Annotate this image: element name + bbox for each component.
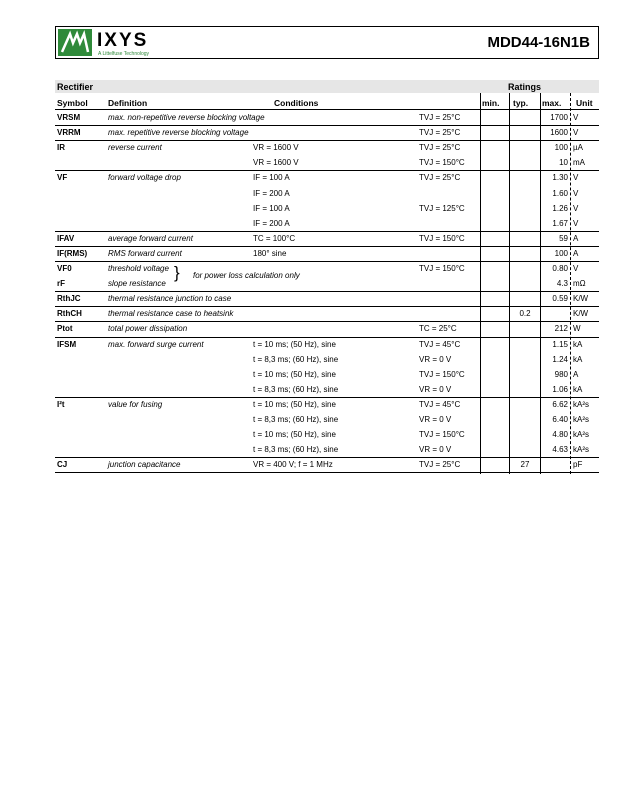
row-definition: reverse current: [108, 143, 162, 153]
part-number: MDD44-16N1B: [487, 34, 590, 51]
row-symbol: IFAV: [57, 233, 75, 243]
row-definition: value for fusing: [108, 399, 163, 409]
ixys-logo-icon: [58, 29, 92, 56]
ratings-label: Ratings: [508, 82, 542, 92]
condition-primary: t = 10 ms; (50 Hz), sine: [253, 430, 336, 440]
condition-secondary: TVJ = 150°C: [419, 158, 465, 168]
max-value: 6.40: [552, 415, 568, 424]
row-symbol: rF: [57, 279, 65, 289]
col-min: min.: [482, 98, 500, 108]
condition-secondary: TVJ = 150°C: [419, 233, 465, 243]
max-value: 0.80: [552, 264, 568, 273]
condition-secondary: TVJ = 25°C: [419, 128, 461, 138]
max-value: 1.24: [552, 354, 568, 364]
condition-secondary: VR = 0 V: [419, 354, 452, 364]
unit-value: kA: [573, 354, 583, 364]
row-rule: [55, 170, 599, 171]
condition-primary: IF = 200 A: [253, 218, 290, 228]
max-value: 1.30: [552, 173, 568, 183]
max-value: 100: [554, 248, 568, 258]
col-max: max.: [542, 98, 562, 108]
condition-secondary: TVJ = 150°C: [419, 430, 465, 440]
row-rule: [55, 306, 599, 307]
unit-value: kA²s: [573, 415, 589, 424]
row-definition: total power dissipation: [108, 324, 188, 334]
row-definition: slope resistance: [108, 279, 166, 289]
max-value: 100: [554, 143, 568, 153]
row-symbol: RthCH: [57, 309, 82, 319]
condition-primary: t = 8,3 ms; (60 Hz), sine: [253, 354, 339, 364]
max-value: 4.63: [552, 445, 568, 455]
col-unit: Unit: [576, 98, 593, 108]
unit-value: V: [573, 113, 579, 122]
unit-value: kA²s: [573, 445, 589, 455]
condition-secondary: TVJ = 25°C: [419, 173, 461, 183]
col-conditions: Conditions: [274, 98, 319, 108]
unit-divider: [570, 93, 571, 474]
unit-value: V: [573, 188, 579, 198]
condition-secondary: TVJ = 25°C: [419, 113, 461, 122]
unit-value: V: [573, 173, 579, 183]
max-value: 1.06: [552, 384, 568, 394]
condition-primary: t = 8,3 ms; (60 Hz), sine: [253, 445, 339, 455]
row-definition: average forward current: [108, 233, 193, 243]
row-symbol: VF0: [57, 264, 72, 273]
row-rule: [55, 397, 599, 398]
col-definition: Definition: [108, 98, 148, 108]
condition-secondary: VR = 0 V: [419, 445, 452, 455]
row-rule: [55, 457, 599, 458]
unit-value: A: [573, 248, 579, 258]
condition-primary: 180° sine: [253, 248, 287, 258]
min-divider: [480, 93, 481, 474]
condition-primary: t = 8,3 ms; (60 Hz), sine: [253, 384, 339, 394]
ratings-table: [55, 80, 599, 474]
unit-value: mΩ: [573, 279, 586, 289]
header-rule: [55, 109, 599, 110]
max-value: 10: [559, 158, 568, 168]
unit-value: A: [573, 369, 579, 379]
max-value: 1.60: [552, 188, 568, 198]
max-value: 212: [554, 324, 568, 334]
row-definition: thermal resistance junction to case: [108, 294, 232, 304]
row-definition: junction capacitance: [108, 460, 181, 470]
row-rule: [55, 231, 599, 232]
condition-primary: IF = 200 A: [253, 188, 290, 198]
condition-primary: VR = 1600 V: [253, 143, 299, 153]
max-value: 1.26: [552, 203, 568, 213]
unit-value: V: [573, 128, 579, 138]
row-symbol: VRSM: [57, 113, 81, 122]
condition-primary: t = 10 ms; (50 Hz), sine: [253, 399, 336, 409]
condition-primary: t = 10 ms; (50 Hz), sine: [253, 339, 336, 349]
row-definition: threshold voltage: [108, 264, 169, 273]
row-symbol: IFSM: [57, 339, 77, 349]
unit-value: W: [573, 324, 581, 334]
condition-primary: IF = 100 A: [253, 173, 290, 183]
condition-secondary: TVJ = 25°C: [419, 460, 461, 470]
row-definition: max. forward surge current: [108, 339, 204, 349]
unit-value: kA: [573, 384, 583, 394]
row-symbol: Ptot: [57, 324, 73, 334]
row-rule: [55, 337, 599, 338]
max-value: 4.80: [552, 430, 568, 440]
unit-value: pF: [573, 460, 583, 470]
condition-secondary: TVJ = 45°C: [419, 339, 461, 349]
max-value: 1.67: [552, 218, 568, 228]
brace-note: for power loss calculation only: [193, 271, 300, 280]
unit-value: V: [573, 218, 579, 228]
row-symbol: RthJC: [57, 294, 81, 304]
row-rule: [55, 140, 599, 141]
brace-icon: }: [174, 263, 180, 282]
row-definition: RMS forward current: [108, 248, 182, 258]
row-definition: thermal resistance case to heatsink: [108, 309, 234, 319]
max-value: 1.15: [552, 339, 568, 349]
condition-secondary: VR = 0 V: [419, 384, 452, 394]
row-rule: [55, 472, 599, 473]
condition-primary: t = 10 ms; (50 Hz), sine: [253, 369, 336, 379]
row-definition: forward voltage drop: [108, 173, 181, 183]
max-value: 4.3: [556, 279, 568, 289]
brand-tagline: A Littelfuse Technology: [98, 51, 150, 57]
condition-secondary: VR = 0 V: [419, 415, 452, 424]
row-symbol: IR: [57, 143, 65, 153]
row-symbol: VF: [57, 173, 68, 183]
max-value: 980: [554, 369, 568, 379]
condition-primary: VR = 1600 V: [253, 158, 299, 168]
col-typ: typ.: [513, 98, 529, 108]
row-rule: [55, 246, 599, 247]
condition-secondary: TC = 25°C: [419, 324, 457, 334]
condition-primary: VR = 400 V; f = 1 MHz: [253, 460, 333, 470]
page-header: [55, 26, 599, 59]
condition-primary: TC = 100°C: [253, 233, 296, 243]
max-value: 0.59: [552, 294, 568, 304]
typ-value: 27: [520, 460, 530, 470]
condition-secondary: TVJ = 25°C: [419, 143, 461, 153]
unit-value: kA²s: [573, 399, 589, 409]
max-value: 6.62: [552, 399, 568, 409]
max-value: 1600: [550, 128, 568, 138]
unit-value: V: [573, 203, 579, 213]
unit-value: mA: [573, 158, 585, 168]
row-symbol: I²t: [57, 399, 65, 409]
unit-value: V: [573, 264, 579, 273]
row-definition: max. non-repetitive reverse blocking voltage: [108, 113, 265, 122]
row-rule: [55, 291, 599, 292]
section-header: [55, 80, 599, 93]
row-rule: [55, 261, 599, 262]
col-symbol: Symbol: [57, 98, 88, 108]
row-definition: max. repetitive reverse blocking voltage: [108, 128, 249, 138]
typ-divider: [509, 93, 510, 474]
row-symbol: IF(RMS): [57, 248, 88, 258]
unit-value: A: [573, 233, 579, 243]
row-symbol: CJ: [57, 460, 68, 470]
condition-primary: IF = 100 A: [253, 203, 290, 213]
unit-value: kA: [573, 339, 583, 349]
row-rule: [55, 321, 599, 322]
unit-value: kA²s: [573, 430, 589, 440]
condition-secondary: TVJ = 45°C: [419, 399, 461, 409]
brand-name: IXYS: [97, 30, 149, 51]
unit-value: K/W: [573, 294, 589, 304]
section-title: Rectifier: [57, 82, 94, 92]
unit-value: K/W: [573, 309, 589, 319]
max-value: 1700: [550, 113, 568, 122]
unit-value: µA: [573, 143, 583, 153]
row-symbol: VRRM: [57, 128, 81, 138]
condition-primary: t = 8,3 ms; (60 Hz), sine: [253, 415, 339, 424]
condition-secondary: TVJ = 125°C: [419, 203, 465, 213]
typ-value: 0.2: [519, 309, 531, 319]
row-rule: [55, 125, 599, 126]
max-value: 59: [559, 233, 568, 243]
condition-secondary: TVJ = 150°C: [419, 264, 465, 273]
condition-secondary: TVJ = 150°C: [419, 369, 465, 379]
